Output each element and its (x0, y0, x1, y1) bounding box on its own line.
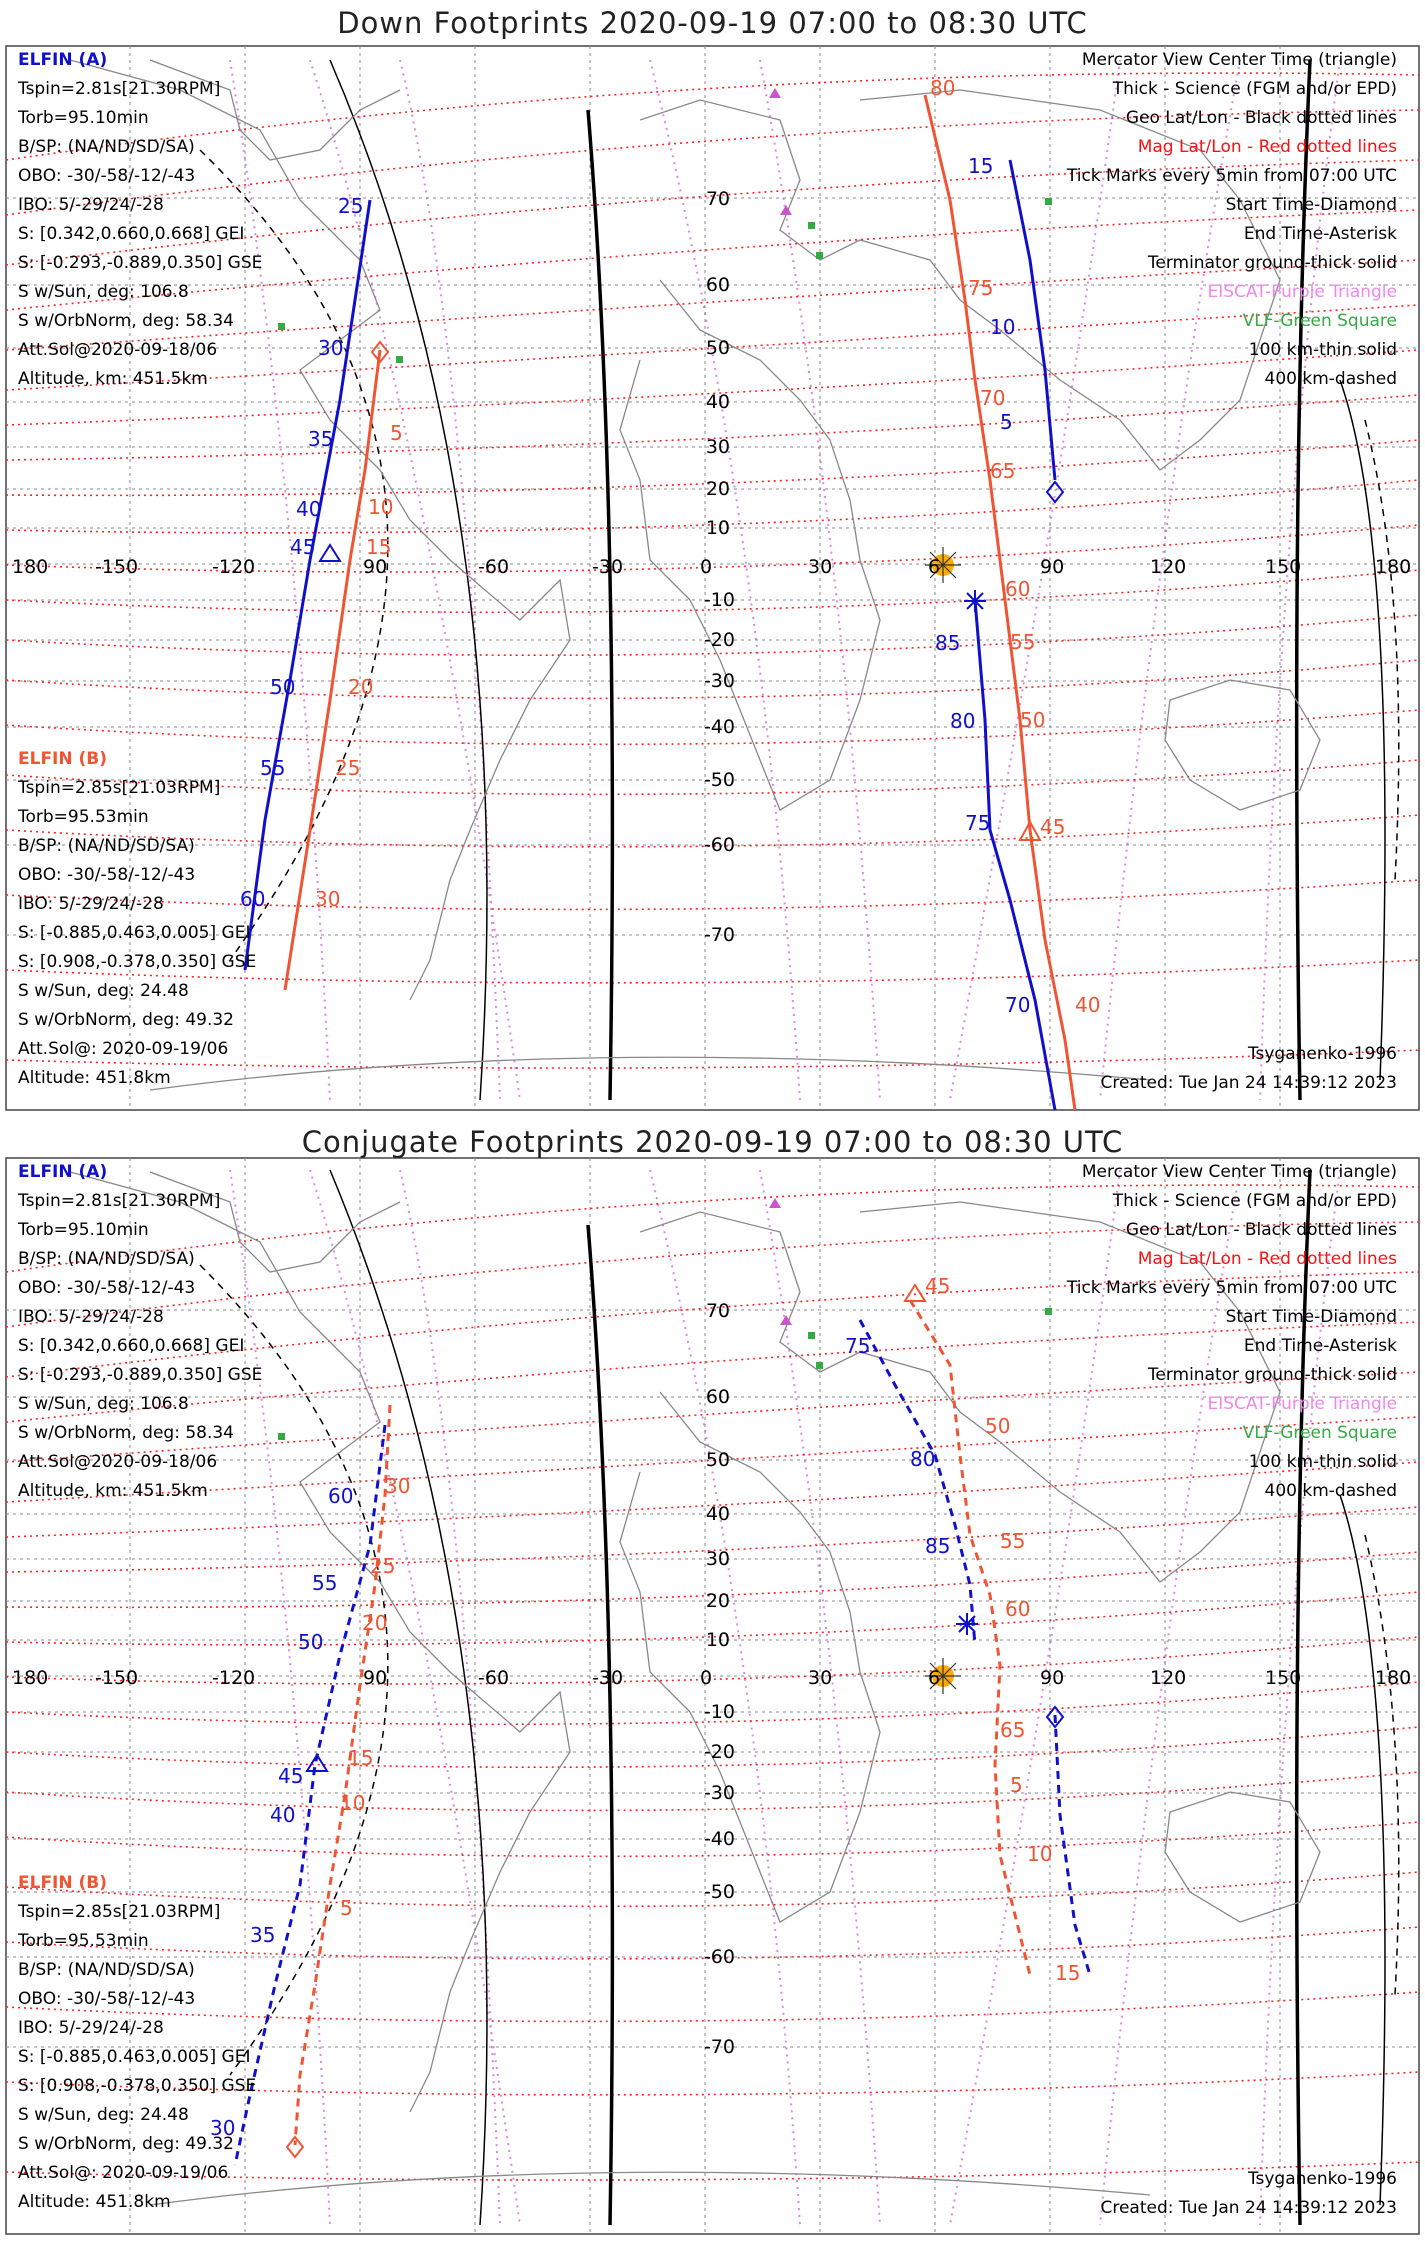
elfin-b-header: ELFIN (B) (18, 1873, 108, 1893)
svg-text:10: 10 (368, 495, 394, 519)
svg-text:40: 40 (270, 1803, 296, 1827)
info-line: S: [-0.885,0.463,0.005] GEI (18, 2047, 251, 2067)
vlf-square-icon (396, 356, 403, 363)
vlf-square-icon (1045, 1308, 1052, 1315)
elfin-b-track (287, 1285, 1030, 2157)
svg-text:20: 20 (348, 675, 374, 699)
info-line: S w/Sun, deg: 24.48 (18, 2105, 189, 2125)
legend-item: 400 km-dashed (1264, 1481, 1397, 1501)
svg-text:55: 55 (1000, 1529, 1026, 1553)
info-line: IBO: 5/-29/24/-28 (18, 894, 164, 914)
svg-text:-50: -50 (703, 769, 735, 791)
svg-text:90: 90 (363, 1667, 388, 1689)
info-line: Tspin=2.81s[21.30RPM] (18, 1191, 221, 1211)
svg-text:-60: -60 (478, 1667, 510, 1689)
eiscat-triangle-icon (780, 205, 792, 215)
info-line: Altitude: 451.8km (18, 2192, 171, 2212)
antarctica-coast (150, 1057, 1150, 1090)
legend-item: Tick Marks every 5min from 07:00 UTC (1066, 1278, 1397, 1298)
svg-text:-20: -20 (703, 629, 735, 651)
info-line: Altitude: 451.8km (18, 1068, 171, 1088)
svg-text:85: 85 (935, 631, 961, 655)
svg-text:40: 40 (1075, 993, 1101, 1017)
svg-text:85: 85 (925, 1534, 951, 1558)
conjugate-footprints-panel (0, 1125, 1425, 2250)
svg-text:150: 150 (1265, 1667, 1302, 1689)
legend-item: Mercator View Center Time (triangle) (1081, 50, 1397, 70)
svg-text:55: 55 (1010, 630, 1036, 654)
svg-text:15: 15 (968, 154, 994, 178)
svg-text:-150: -150 (95, 556, 139, 578)
svg-text:35: 35 (308, 427, 334, 451)
svg-text:50: 50 (1020, 708, 1046, 732)
svg-text:25: 25 (370, 1554, 396, 1578)
svg-text:-50: -50 (703, 1881, 735, 1903)
info-line: OBO: -30/-58/-12/-43 (18, 1278, 196, 1298)
svg-text:75: 75 (845, 1334, 871, 1358)
legend-item: Thick - Science (FGM and/or EPD) (1112, 79, 1397, 99)
svg-text:60: 60 (705, 1386, 730, 1408)
vlf-square-icon (808, 1332, 815, 1339)
legend-item: Mag Lat/Lon - Red dotted lines (1137, 1249, 1397, 1269)
legend-item: Start Time-Diamond (1225, 195, 1397, 215)
svg-text:60: 60 (240, 887, 266, 911)
svg-text:40: 40 (705, 1503, 730, 1525)
legend-item: Mercator View Center Time (triangle) (1081, 1162, 1397, 1182)
svg-text:-150: -150 (95, 1667, 139, 1689)
svg-text:70: 70 (705, 1300, 730, 1322)
info-line: Torb=95.53min (18, 807, 149, 827)
info-line: IBO: 5/-29/24/-28 (18, 195, 164, 215)
info-line: S: [0.342,0.660,0.668] GEI (18, 224, 245, 244)
info-line: S: [-0.293,-0.889,0.350] GSE (18, 1365, 263, 1385)
info-line: IBO: 5/-29/24/-28 (18, 2018, 164, 2038)
svg-text:-20: -20 (703, 1741, 735, 1763)
svg-text:20: 20 (705, 1590, 730, 1612)
svg-text:180: 180 (12, 556, 49, 578)
end-asterisk-icon (964, 590, 986, 612)
info-line: Tspin=2.81s[21.30RPM] (18, 79, 221, 99)
svg-text:80: 80 (910, 1447, 936, 1471)
svg-text:50: 50 (705, 1449, 730, 1471)
vlf-square-icon (816, 1362, 823, 1369)
legend-item: VLF-Green Square (1242, 1423, 1397, 1443)
svg-text:-120: -120 (212, 1667, 256, 1689)
info-line: Altitude, km: 451.5km (18, 1481, 208, 1501)
info-line: S w/OrbNorm, deg: 49.32 (18, 1010, 235, 1030)
svg-text:55: 55 (312, 1571, 338, 1595)
svg-text:6: 6 (928, 556, 941, 578)
svg-text:-30: -30 (592, 1667, 624, 1689)
track-a-labels (210, 1334, 950, 2140)
legend-item: EISCAT-Purple Triangle (1207, 1394, 1397, 1414)
svg-text:80: 80 (930, 76, 956, 100)
svg-text:-70: -70 (703, 2036, 735, 2058)
svg-text:65: 65 (990, 459, 1016, 483)
elfin-a-header: ELFIN (A) (18, 50, 108, 70)
svg-text:25: 25 (335, 756, 361, 780)
svg-text:20: 20 (362, 1611, 388, 1635)
svg-text:-120: -120 (212, 556, 256, 578)
legend-item: Terminator ground-thick solid (1147, 1365, 1397, 1385)
info-line: B/SP: (NA/ND/SD/SA) (18, 137, 195, 157)
model-label: Tsyganenko-1996 (1247, 2169, 1397, 2189)
svg-text:-70: -70 (703, 924, 735, 946)
svg-text:50: 50 (270, 675, 296, 699)
svg-text:10: 10 (705, 517, 730, 539)
vlf-square-icon (816, 252, 823, 259)
svg-text:10: 10 (340, 1791, 366, 1815)
info-line: Tspin=2.85s[21.03RPM] (18, 1902, 221, 1922)
panel-title: Down Footprints 2020-09-19 07:00 to 08:30 UTC (337, 6, 1088, 40)
info-line: B/SP: (NA/ND/SD/SA) (18, 1249, 195, 1269)
svg-text:75: 75 (968, 276, 994, 300)
start-diamond-icon (1047, 482, 1063, 502)
legend-item: 100 km-thin solid (1248, 340, 1397, 360)
svg-text:-60: -60 (703, 1946, 735, 1968)
svg-text:30: 30 (385, 1474, 411, 1498)
svg-text:55: 55 (260, 756, 286, 780)
track-b-labels (315, 76, 1100, 1017)
svg-text:50: 50 (705, 337, 730, 359)
created-label: Created: Tue Jan 24 14:39:12 2023 (1100, 2198, 1397, 2218)
svg-text:10: 10 (705, 1629, 730, 1651)
info-line: S: [-0.885,0.463,0.005] GEI (18, 923, 251, 943)
svg-text:-60: -60 (478, 556, 510, 578)
africa-coast (620, 1392, 880, 1922)
center-triangle-icon (320, 545, 340, 561)
elfin-b-info (18, 745, 256, 1093)
svg-text:15: 15 (1055, 1961, 1081, 1985)
svg-text:45: 45 (1040, 815, 1066, 839)
svg-text:-30: -30 (592, 556, 624, 578)
elfin-a-info (18, 46, 262, 394)
elfin-a-info (18, 1158, 262, 1506)
svg-text:180: 180 (1375, 556, 1412, 578)
legend (1067, 1158, 1397, 1506)
info-line: Torb=95.53min (18, 1931, 149, 1951)
info-line: S w/OrbNorm, deg: 58.34 (18, 1423, 235, 1443)
svg-text:-10: -10 (703, 1701, 735, 1723)
svg-text:75: 75 (965, 811, 991, 835)
legend-item: Mag Lat/Lon - Red dotted lines (1137, 137, 1397, 157)
svg-text:60: 60 (1005, 577, 1031, 601)
svg-text:70: 70 (1005, 993, 1031, 1017)
info-line: OBO: -30/-58/-12/-43 (18, 1989, 196, 2009)
info-line: Tspin=2.85s[21.03RPM] (18, 778, 221, 798)
lon-labels (12, 1667, 1411, 1689)
svg-text:30: 30 (318, 336, 344, 360)
legend-item: End Time-Asterisk (1243, 1336, 1397, 1356)
svg-text:-40: -40 (703, 1828, 735, 1850)
info-line: S: [0.908,-0.378,0.350] GSE (18, 2076, 257, 2096)
info-line: S w/Sun, deg: 106.8 (18, 282, 189, 302)
info-line: S w/Sun, deg: 24.48 (18, 981, 189, 1001)
lon-labels (12, 556, 1411, 578)
svg-text:10: 10 (1027, 1842, 1053, 1866)
svg-text:90: 90 (1040, 1667, 1065, 1689)
elfin-a-header: ELFIN (A) (18, 1162, 108, 1182)
svg-text:-40: -40 (703, 716, 735, 738)
info-line: Torb=95.10min (18, 108, 149, 128)
svg-text:120: 120 (1150, 1667, 1187, 1689)
elfin-b-info (18, 1869, 256, 2217)
svg-text:25: 25 (338, 194, 364, 218)
info-line: Att.Sol@: 2020-09-19/06 (18, 1039, 229, 1059)
legend-item: End Time-Asterisk (1243, 224, 1397, 244)
legend-item: Geo Lat/Lon - Black dotted lines (1125, 108, 1397, 128)
svg-text:120: 120 (1150, 556, 1187, 578)
svg-text:30: 30 (808, 556, 833, 578)
svg-text:15: 15 (366, 535, 392, 559)
vlf-square-icon (278, 323, 285, 330)
svg-text:20: 20 (705, 478, 730, 500)
svg-text:0: 0 (700, 556, 713, 578)
elfin-b-header: ELFIN (B) (18, 749, 108, 769)
info-line: Altitude, km: 451.5km (18, 369, 208, 389)
legend-item: 400 km-dashed (1264, 369, 1397, 389)
svg-text:30: 30 (705, 1548, 730, 1570)
info-line: Att.Sol@2020-09-18/06 (18, 340, 218, 360)
info-line: B/SP: (NA/ND/SD/SA) (18, 836, 195, 856)
elfin-a-track (235, 1320, 1090, 2165)
legend-item: 100 km-thin solid (1248, 1452, 1397, 1472)
vlf-square-icon (1045, 198, 1052, 205)
svg-text:-30: -30 (703, 670, 735, 692)
vlf-square-icon (278, 1433, 285, 1440)
legend-item: Geo Lat/Lon - Black dotted lines (1125, 1220, 1397, 1240)
legend (1067, 46, 1397, 394)
svg-text:90: 90 (1040, 556, 1065, 578)
legend-item: VLF-Green Square (1242, 311, 1397, 331)
info-line: S w/OrbNorm, deg: 49.32 (18, 2134, 235, 2154)
svg-text:5: 5 (1000, 410, 1013, 434)
svg-text:30: 30 (210, 2116, 236, 2140)
svg-text:-60: -60 (703, 834, 735, 856)
info-line: Att.Sol@: 2020-09-19/06 (18, 2163, 229, 2183)
svg-text:80: 80 (950, 709, 976, 733)
info-line: S w/Sun, deg: 106.8 (18, 1394, 189, 1414)
svg-text:45: 45 (278, 1764, 304, 1788)
svg-text:5: 5 (340, 1896, 353, 1920)
svg-text:30: 30 (808, 1667, 833, 1689)
legend-item: Tick Marks every 5min from 07:00 UTC (1066, 166, 1397, 186)
panel-title: Conjugate Footprints 2020-09-19 07:00 to 08:30 UTC (301, 1125, 1124, 1159)
svg-text:5: 5 (390, 421, 403, 445)
svg-text:30: 30 (705, 436, 730, 458)
info-line: S: [-0.293,-0.889,0.350] GSE (18, 253, 263, 273)
svg-text:70: 70 (705, 188, 730, 210)
created-label: Created: Tue Jan 24 14:39:12 2023 (1100, 1073, 1397, 1093)
info-line: Att.Sol@2020-09-18/06 (18, 1452, 218, 1472)
svg-text:0: 0 (700, 1667, 713, 1689)
svg-text:40: 40 (296, 497, 322, 521)
legend-item: Thick - Science (FGM and/or EPD) (1112, 1191, 1397, 1211)
africa-coast (620, 280, 880, 810)
legend-item: Start Time-Diamond (1225, 1307, 1397, 1327)
info-line: B/SP: (NA/ND/SD/SA) (18, 1960, 195, 1980)
vlf-square-icon (808, 222, 815, 229)
svg-text:60: 60 (1005, 1597, 1031, 1621)
svg-text:60: 60 (328, 1484, 354, 1508)
svg-text:90: 90 (363, 556, 388, 578)
svg-text:30: 30 (315, 887, 341, 911)
info-line: S: [0.342,0.660,0.668] GEI (18, 1336, 245, 1356)
svg-text:65: 65 (1000, 1718, 1026, 1742)
eiscat-triangle-icon (769, 88, 781, 98)
svg-text:40: 40 (705, 391, 730, 413)
elfin-b-track (285, 95, 1075, 1110)
svg-text:5: 5 (1010, 1773, 1023, 1797)
antarctica-coast (150, 2172, 1150, 2205)
svg-text:-10: -10 (703, 589, 735, 611)
info-line: OBO: -30/-58/-12/-43 (18, 865, 196, 885)
center-triangle-icon (905, 1285, 925, 1301)
info-line: OBO: -30/-58/-12/-43 (18, 166, 196, 186)
svg-text:35: 35 (250, 1923, 276, 1947)
svg-text:150: 150 (1265, 556, 1302, 578)
info-line: S: [0.908,-0.378,0.350] GSE (18, 952, 257, 972)
svg-text:15: 15 (348, 1746, 374, 1770)
svg-text:70: 70 (980, 386, 1006, 410)
svg-text:45: 45 (925, 1274, 951, 1298)
info-line: S w/OrbNorm, deg: 58.34 (18, 311, 235, 331)
svg-text:180: 180 (12, 1667, 49, 1689)
svg-text:45: 45 (290, 535, 316, 559)
svg-text:180: 180 (1375, 1667, 1412, 1689)
info-line: Torb=95.10min (18, 1220, 149, 1240)
svg-text:50: 50 (298, 1630, 324, 1654)
end-asterisk-icon (956, 1613, 978, 1635)
legend-item: EISCAT-Purple Triangle (1207, 282, 1397, 302)
svg-text:-30: -30 (703, 1782, 735, 1804)
svg-text:60: 60 (705, 274, 730, 296)
eiscat-triangle-icon (769, 1198, 781, 1208)
info-line: IBO: 5/-29/24/-28 (18, 1307, 164, 1327)
legend-item: Terminator ground-thick solid (1147, 253, 1397, 273)
start-diamond-icon (287, 2137, 303, 2157)
svg-text:6: 6 (928, 1667, 941, 1689)
model-label: Tsyganenko-1996 (1247, 1044, 1397, 1064)
svg-text:50: 50 (985, 1414, 1011, 1438)
svg-text:10: 10 (990, 315, 1016, 339)
